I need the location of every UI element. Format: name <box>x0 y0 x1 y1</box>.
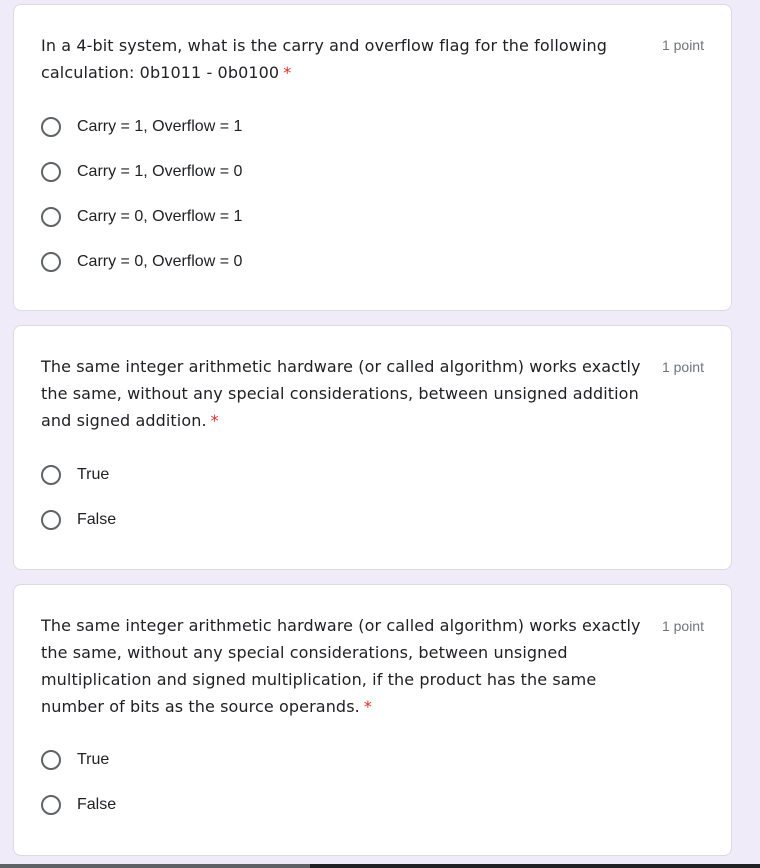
option-label: Carry = 1, Overflow = 0 <box>77 163 243 180</box>
radio-circle-icon[interactable] <box>41 465 61 485</box>
radio-circle-icon[interactable] <box>41 750 61 770</box>
horizontal-scrollbar[interactable] <box>0 864 760 868</box>
question-text: The same integer arithmetic hardware (or called algorithm) works exactly the same, without any special considerations, between unsigned multiplication and signed multiplication, if the product has the same number of bits as the source operands. <box>41 616 641 716</box>
option-label: Carry = 0, Overflow = 0 <box>77 253 243 270</box>
option-radio[interactable] <box>41 114 242 140</box>
points-label: 1 point <box>661 359 704 375</box>
option-label: False <box>77 796 117 813</box>
option-radio[interactable] <box>41 204 242 230</box>
required-asterisk: * <box>363 697 372 716</box>
question-card-3 <box>13 584 732 856</box>
radio-circle-icon[interactable] <box>41 207 61 227</box>
question-title <box>41 353 651 434</box>
radio-circle-icon[interactable] <box>41 117 61 137</box>
question-title <box>41 612 651 720</box>
question-card-2 <box>13 325 732 570</box>
option-label: False <box>77 511 117 528</box>
radio-circle-icon[interactable] <box>41 252 61 272</box>
option-label: Carry = 0, Overflow = 1 <box>77 208 243 225</box>
option-radio[interactable] <box>41 507 116 533</box>
radio-circle-icon[interactable] <box>41 510 61 530</box>
radio-circle-icon[interactable] <box>41 162 61 182</box>
question-card-1 <box>13 4 732 311</box>
points-label: 1 point <box>661 37 704 53</box>
required-asterisk: * <box>283 63 292 82</box>
option-label: True <box>77 466 110 483</box>
question-title <box>41 32 651 86</box>
question-text: The same integer arithmetic hardware (or called algorithm) works exactly the same, without any special considerations, between unsigned addition and signed addition. <box>41 357 641 430</box>
radio-circle-icon[interactable] <box>41 795 61 815</box>
option-radio[interactable] <box>41 792 116 818</box>
option-radio[interactable] <box>41 747 109 773</box>
required-asterisk: * <box>210 411 219 430</box>
option-radio[interactable] <box>41 249 242 275</box>
points-label: 1 point <box>661 618 704 634</box>
option-radio[interactable] <box>41 159 242 185</box>
option-label: True <box>77 751 110 768</box>
option-radio[interactable] <box>41 462 109 488</box>
option-label: Carry = 1, Overflow = 1 <box>77 118 243 135</box>
scrollbar-thumb[interactable] <box>0 864 310 868</box>
question-text: In a 4-bit system, what is the carry and overflow flag for the following calculation: 0b1011 - 0b0100 <box>41 36 607 82</box>
